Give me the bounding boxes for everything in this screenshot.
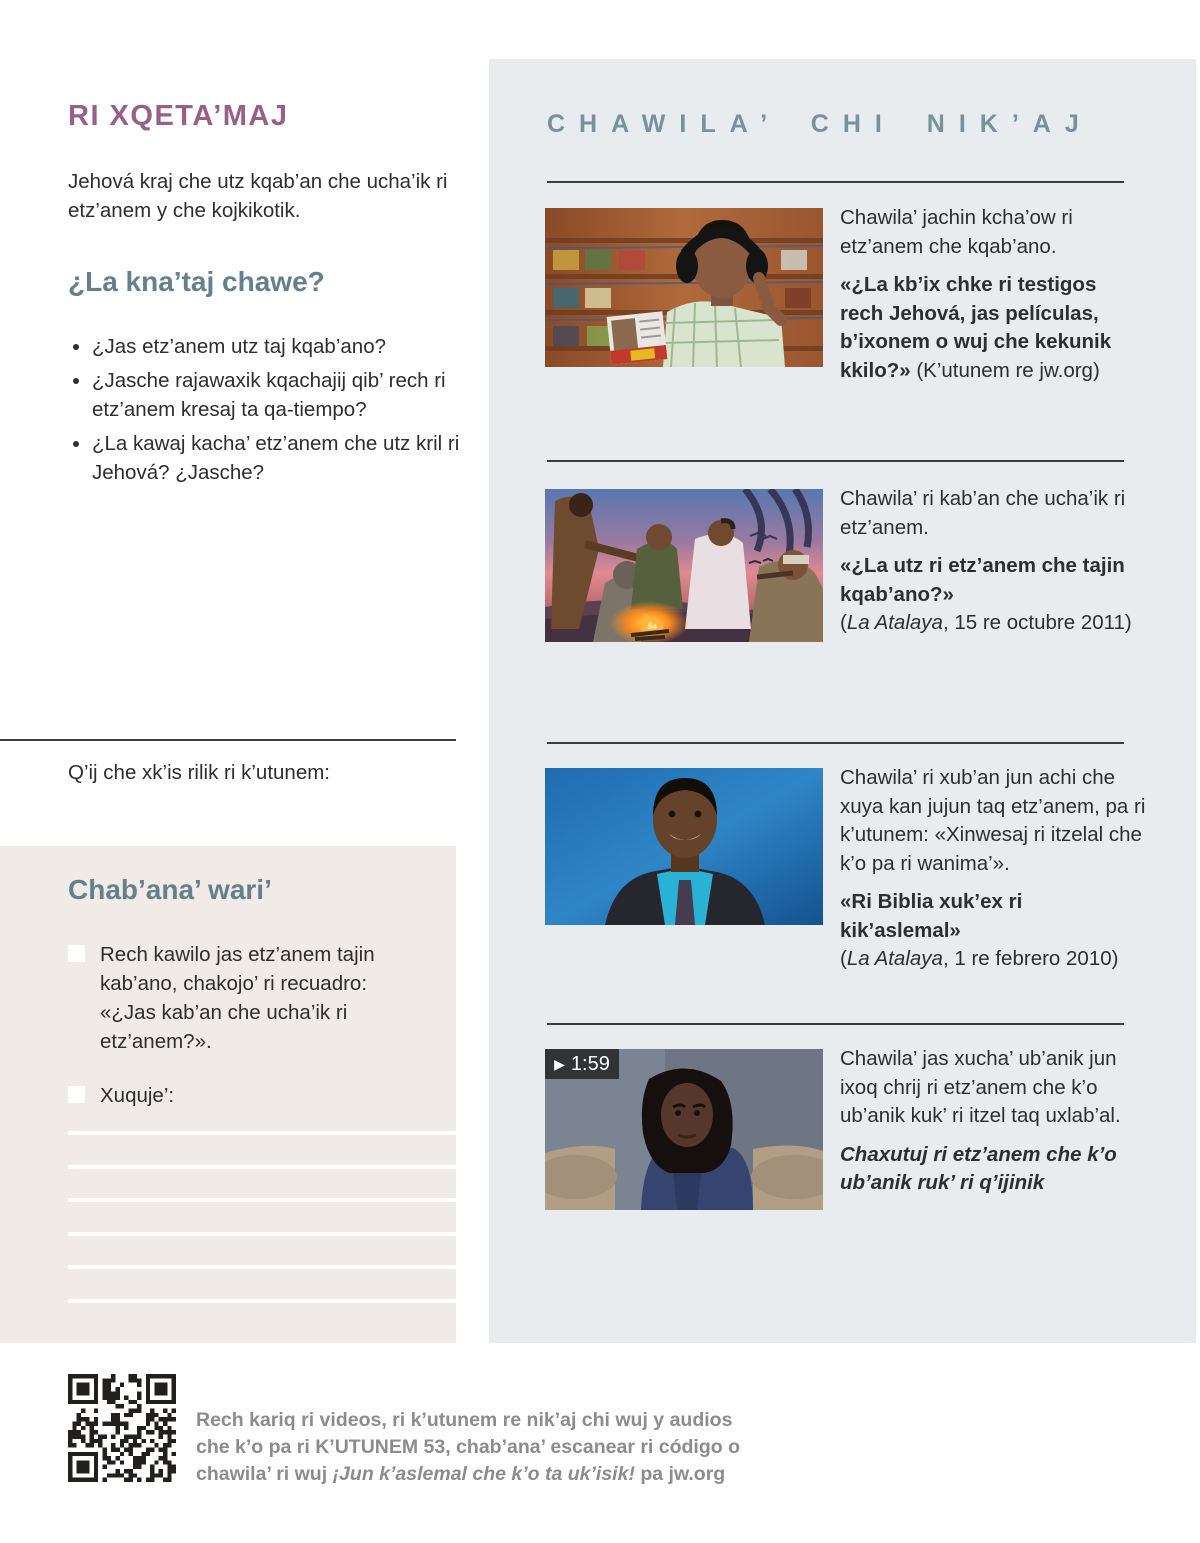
writing-line-4[interactable]	[68, 1232, 456, 1236]
see-also-item-2	[840, 485, 1140, 638]
item-3-quote: «Ri Biblia xuk’ex ri kik’aslemal»	[840, 890, 1023, 942]
recall-heading: ¿La kna’taj chawe?	[68, 266, 325, 297]
thumbnail-campfire-scene	[545, 489, 823, 642]
separator-2	[547, 460, 1124, 462]
recall-question-2: • ¿Jasche rajawaxik kqachajij qib’ rech ri etz’anem kresaj ta qa-tiempo?	[92, 366, 463, 424]
item-2-quote: «¿La utz ri etz’anem che tajin kqab’ano?»	[840, 554, 1125, 606]
learned-heading: RI XQETA’MAJ	[68, 100, 289, 132]
todo-item-2	[68, 1081, 424, 1110]
todo-item-2-text: Xuquje’:	[100, 1084, 175, 1107]
footer-line-1: Rech kariq ri videos, ri k’utunem re nik’aj chi wuj y audios	[196, 1409, 733, 1431]
music-store-illustration	[545, 208, 823, 367]
footer-line-3: chawila’ ri wuj ¡Jun k’aslemal che k’o ta uk’isik! pa jw.org	[196, 1463, 726, 1485]
campfire-illustration	[545, 489, 823, 642]
todo-item-1-text: Rech kawilo jas etz’anem tajin kab’ano, chakojo’ ri recuadro: «¿Jas kab’an che ucha’ik ri etz’anem?».	[100, 943, 375, 1053]
video-duration-badge	[545, 1049, 619, 1079]
todo-box	[0, 846, 456, 1343]
thumbnail-video-still[interactable]	[545, 1049, 823, 1210]
play-icon: ▶	[554, 1056, 565, 1072]
footer-line-2: che k’o pa ri K’UTUNEM 53, chab’ana’ escanear ri código o	[196, 1436, 741, 1458]
item-3-citation: (La Atalaya, 1 re febrero 2010)	[840, 947, 1119, 970]
todo-item-1	[68, 940, 424, 1056]
checkbox-2[interactable]	[68, 1086, 85, 1103]
writing-line-1[interactable]	[68, 1131, 456, 1135]
item-4-video-title: Chaxutuj ri etz’anem che k’o ub’anik ruk’ ri q’ijinik	[840, 1142, 1117, 1194]
portrait-illustration	[545, 768, 823, 925]
recall-question-3: • ¿La kawaj kacha’ etz’anem che utz kril ri Jehová? ¿Jasche?	[92, 429, 463, 487]
writing-line-6[interactable]	[68, 1299, 456, 1303]
panel-heading: CHAWILA’ CHI NIK’AJ	[547, 110, 1093, 138]
see-also-item-1	[840, 204, 1140, 385]
video-duration: 1:59	[570, 1052, 610, 1075]
thumbnail-portrait-man	[545, 768, 823, 925]
item-1-reference: «¿La kb’ix chke ri testigos rech Jehová, jas películas, b’ixonem o wuj che kekunik kkilo?» (K’utunem re jw.org)	[840, 273, 1112, 382]
writing-line-2[interactable]	[68, 1165, 456, 1169]
separator-1	[547, 181, 1124, 183]
todo-heading: Chab’ana’ wari’	[68, 874, 272, 905]
see-also-item-3	[840, 764, 1146, 974]
checkbox-1[interactable]	[68, 945, 85, 962]
recall-question-1: • ¿Jas etz’anem utz taj kqab’ano?	[92, 332, 463, 361]
qr-code	[68, 1374, 176, 1482]
thumbnail-music-store	[545, 208, 823, 367]
footer-note	[196, 1407, 756, 1488]
writing-line-3[interactable]	[68, 1198, 456, 1202]
recall-questions	[68, 332, 463, 492]
learned-text: Jehová kraj che utz kqab’an che ucha’ik ri etz’anem y che kojkikotik.	[68, 170, 448, 222]
separator-4	[547, 1023, 1124, 1025]
item-4-description: Chawila’ jas xucha’ ub’anik jun ixoq chrij ri etz’anem che k’o ub’anik kuk’ ri itzel taq uxlab’al.	[840, 1047, 1121, 1127]
separator-3	[547, 742, 1124, 744]
item-3-description: Chawila’ ri xub’an jun achi che xuya kan jujun taq etz’anem, pa ri k’utunem: «Xinwesaj ri itzelal che k’o pa ri wanima’».	[840, 766, 1146, 875]
writing-line-5[interactable]	[68, 1265, 456, 1269]
item-2-description: Chawila’ ri kab’an che ucha’ik ri etz’anem.	[840, 487, 1126, 539]
item-1-description: Chawila’ jachin kcha’ow ri etz’anem che kqab’ano.	[840, 206, 1073, 258]
completion-date-label: Q’ij che xk’is rilik ri k’utunem:	[68, 761, 330, 784]
item-2-citation: (La Atalaya, 15 re octubre 2011)	[840, 611, 1132, 634]
left-divider	[0, 739, 456, 741]
see-also-item-4	[840, 1045, 1140, 1198]
